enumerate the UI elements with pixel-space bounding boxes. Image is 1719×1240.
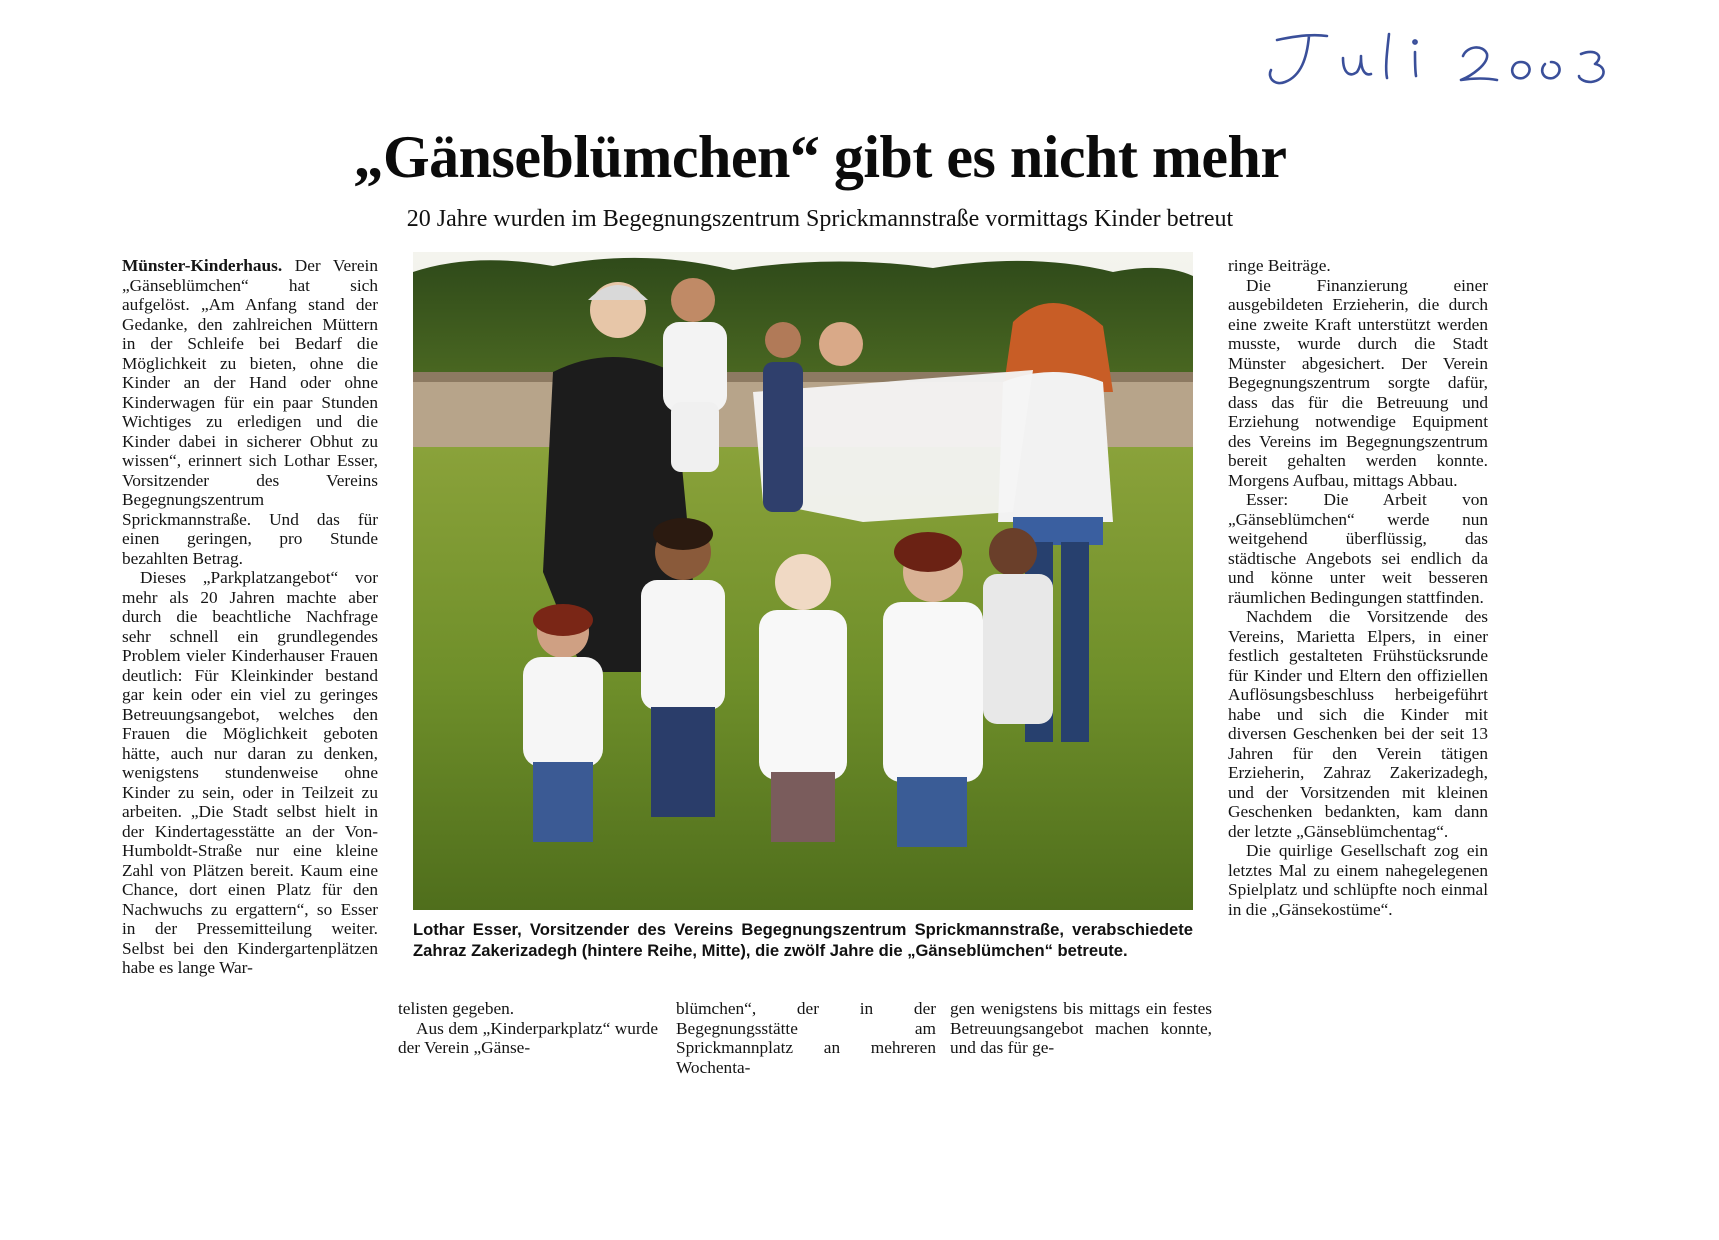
paragraph: Die quirlige Gesellschaft zog ein letztes Mal zu einem nahegelegenen Spielplatz und schlüpfte noch einmal in die „Gänsekostüme“. bbox=[1228, 841, 1488, 919]
photo-group-children-lawn bbox=[413, 252, 1193, 910]
paragraph: Aus dem „Kinderparkplatz“ wurde der Verein „Gänse- bbox=[398, 1018, 658, 1057]
paragraph: Die Finanzierung einer ausgebildeten Erzieherin, die durch eine zweite Kraft unterstützt werden musste, wurde durch die Stadt Münster abgesichert. Der Verein Begegnungszentrum sorgte dafür, dass das für die Betreuung und Erziehung notwendige Equipment des Vereins im Begegnungszentrum bereit gehalten werden konnte. Morgens Aufbau, mittags Abbau. bbox=[1228, 275, 1488, 490]
text-column-left bbox=[122, 256, 378, 978]
paragraph: Dieses „Parkplatzangebot“ vor mehr als 20 Jahren machte aber durch die beachtliche Nachfrage sehr schnell ein grundlegendes Problem vieler Kinderhauser Frauen deutlich: Für Kleinkinder bestand gar kein oder ein viel zu geringes Betreuungsangebot, welches den Frauen die Möglichkeit geboten hätte, auch nur daran zu denken, wenigstens stundenweise ohne Kinder zu sein, oder in Teilzeit zu arbeiten. „Die Stadt selbst hielt in der Kindertagesstätte an der Von-Humboldt-Straße nur eine kleine Zahl von Plätzen bereit. Kaum eine Chance, dort einen Platz für den Nachwuchs zu ergattern“, so Esser in der Pressemitteilung weiter. Selbst bei den Kindergartenplätzen habe es lange War- bbox=[122, 568, 378, 977]
article-subheadline: 20 Jahre wurden im Begegnungszentrum Sprickmannstraße vormittags Kinder betreut bbox=[406, 206, 1234, 232]
paragraph: ringe Beiträge. bbox=[1228, 256, 1331, 275]
text-column-bottom-2 bbox=[676, 999, 936, 1077]
paragraph bbox=[122, 256, 378, 568]
handwriting-drawing bbox=[1255, 18, 1615, 98]
paragraph: Esser: Die Arbeit von „Gänseblümchen“ werde nun weitgehend überflüssig, das städtische Angebots sei endlich da und könne unter weit besseren räumlichen Bedingungen stattfinden. bbox=[1228, 490, 1488, 607]
text-column-bottom-1 bbox=[398, 999, 658, 1058]
dateline: Münster-Kinderhaus. bbox=[122, 256, 283, 275]
paragraph: blümchen“, der in der Begegnungsstätte am Sprickmannplatz an mehreren Wochenta- bbox=[676, 999, 936, 1077]
photo-caption: Lothar Esser, Vorsitzender des Vereins Begegnungszentrum Sprickmannstraße, verabschiedete Zahraz Zakerizadegh (hintere Reihe, Mitte), die zwölf Jahre die „Gänseblümchen“ betreute. bbox=[413, 920, 1193, 960]
handwritten-date-note bbox=[1255, 18, 1615, 98]
text-column-bottom-3 bbox=[950, 999, 1212, 1058]
article-headline: „Gänseblümchen“ gibt es nicht mehr bbox=[353, 124, 1287, 190]
paragraph: telisten gegeben. bbox=[398, 999, 515, 1018]
paragraph: gen wenigstens bis mittags ein festes Betreuungsangebot machen konnte, und das für ge- bbox=[950, 999, 1212, 1057]
paragraph-text: Der Verein „Gänseblümchen“ hat sich aufgelöst. „Am Anfang stand der Gedanke, den zahlreichen Müttern in der Schleife bei Bedarf die Möglichkeit zu bieten, ohne die Kinder an der Hand oder ohne Kinderwagen für ein paar Stunden Wichtiges zu erledigen und die Kinder dabei in sicherer Obhut zu wissen“, erinnert sich Lothar Esser, Vorsitzender des Vereins Begegnungszentrum Sprickmannstraße. Und das für einen geringen, pro Stunde bezahlten Betrag. bbox=[122, 256, 378, 568]
article-photo bbox=[413, 252, 1193, 910]
text-column-right bbox=[1228, 256, 1488, 919]
paragraph: Nachdem die Vorsitzende des Vereins, Marietta Elpers, in einer festlich gestalteten Frühstücksrunde für Kinder und Eltern den offiziellen Auflösungsbeschluss herbeigeführt habe und sich die Kinder mit diversen Geschenken bei der seit 13 Jahren für den Verein tätigen Erzieherin, Zahraz Zakerizadegh, und der Vorsitzenden mit kleinen Geschenken bedankten, kam dann der letzte „Gänseblümchentag“. bbox=[1228, 607, 1488, 841]
